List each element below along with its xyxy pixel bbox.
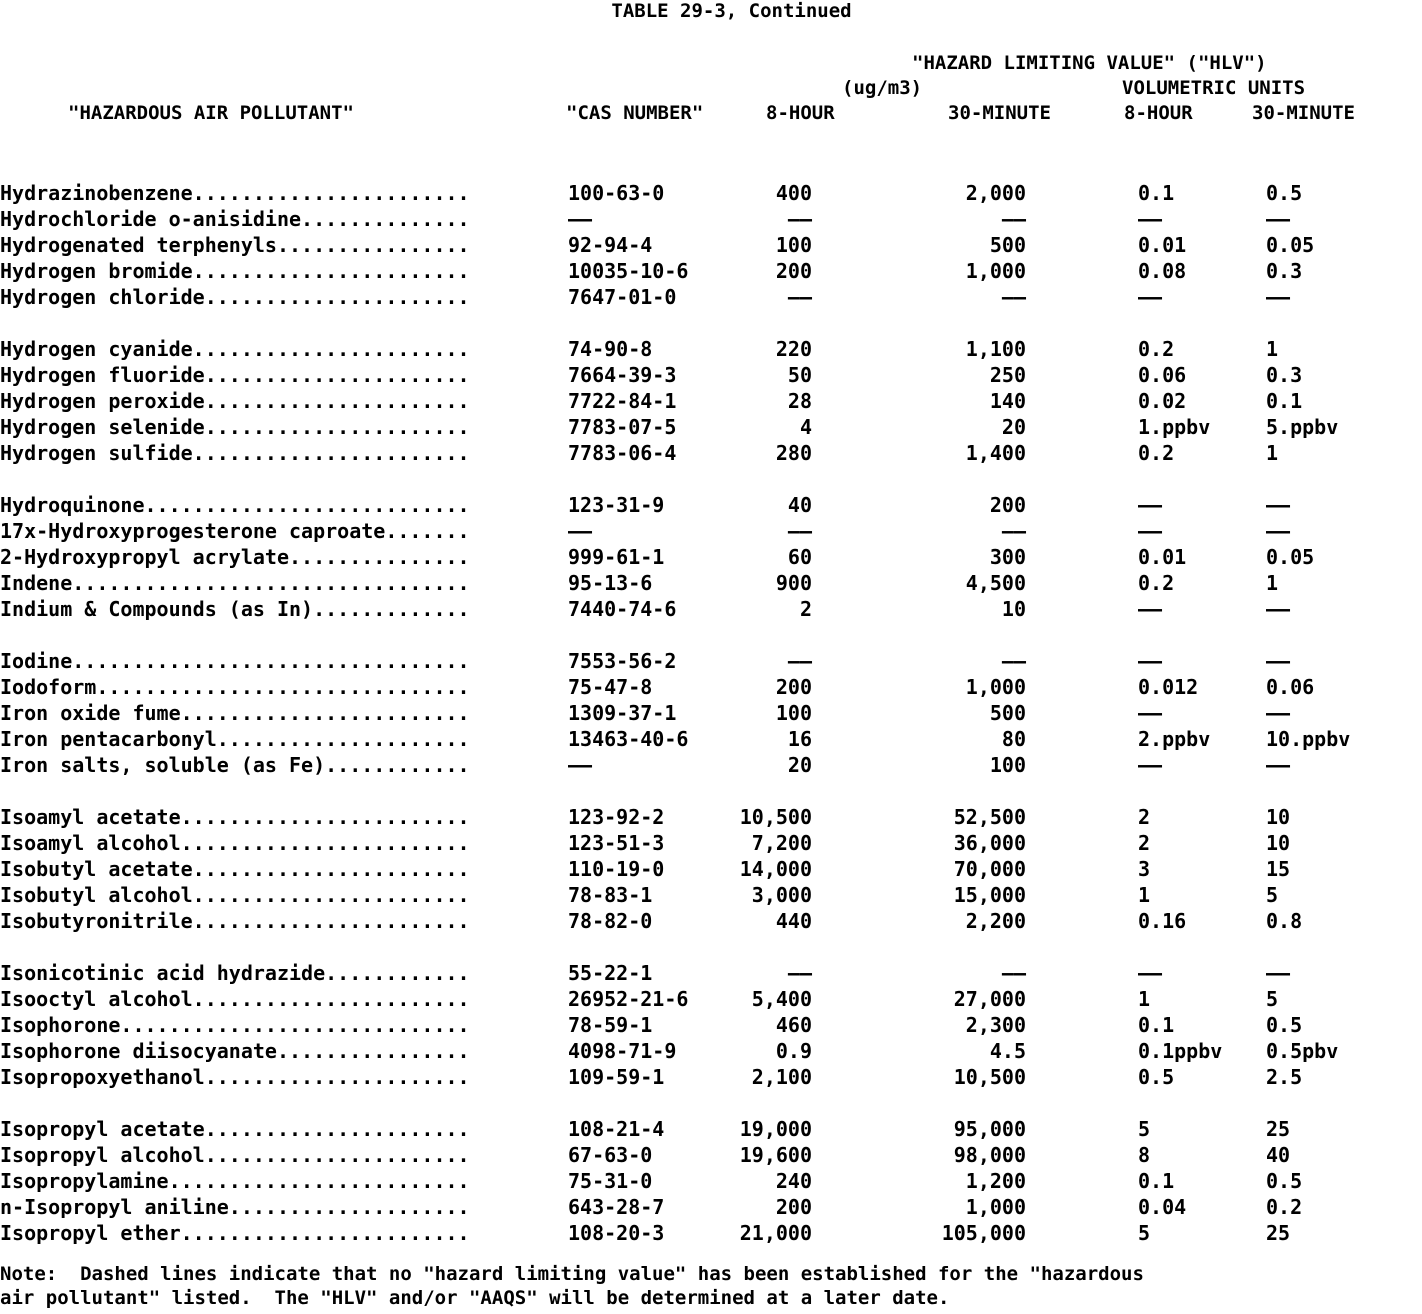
table-row — [0, 1116, 1422, 1142]
hlv-30minute: —— — [1001, 519, 1026, 543]
pollutant-name: Isopropylamine......................... — [0, 1169, 470, 1193]
cas-number: 78-59-1 — [568, 1013, 653, 1037]
vol-30minute: 1 — [1266, 337, 1279, 361]
table-row — [0, 492, 1422, 518]
hlv-8hour: 100 — [775, 701, 812, 725]
hlv-30minute: 80 — [1001, 727, 1026, 751]
header-ugm3: (ug/m3) — [842, 77, 923, 99]
vol-8hour: 1 — [1138, 883, 1151, 907]
hlv-8hour: 400 — [775, 181, 812, 205]
vol-30minute: —— — [1266, 701, 1291, 725]
hlv-30minute: 1,000 — [965, 675, 1026, 699]
vol-30minute: —— — [1266, 753, 1291, 777]
table-row — [0, 258, 1422, 284]
cas-number: 108-20-3 — [568, 1221, 665, 1245]
cas-number: 7783-06-4 — [568, 441, 677, 465]
cas-number: 123-31-9 — [568, 493, 665, 517]
pollutant-name: Isopropyl alcohol...................... — [0, 1143, 470, 1167]
cas-number: 4098-71-9 — [568, 1039, 677, 1063]
vol-30minute: 40 — [1266, 1143, 1291, 1167]
vol-8hour: 0.02 — [1138, 389, 1187, 413]
header-hlv: "HAZARD LIMITING VALUE" ("HLV") — [912, 52, 1267, 74]
hlv-8hour: 16 — [787, 727, 812, 751]
hlv-8hour: 14,000 — [739, 857, 812, 881]
vol-30minute: 0.5 — [1266, 1169, 1303, 1193]
table-row — [0, 1194, 1422, 1220]
hlv-8hour: 5,400 — [751, 987, 812, 1011]
hlv-8hour: 4 — [799, 415, 812, 439]
hlv-30minute: 500 — [989, 233, 1026, 257]
vol-8hour: 8 — [1138, 1143, 1151, 1167]
vol-8hour: 3 — [1138, 857, 1151, 881]
vol-8hour: 2 — [1138, 831, 1151, 855]
cas-number: 95-13-6 — [568, 571, 653, 595]
vol-8hour: —— — [1138, 753, 1163, 777]
vol-30minute: —— — [1266, 519, 1291, 543]
table-row — [0, 362, 1422, 388]
cas-number: 7664-39-3 — [568, 363, 677, 387]
cas-number: 123-92-2 — [568, 805, 665, 829]
hlv-8hour: 7,200 — [751, 831, 812, 855]
table-row — [0, 544, 1422, 570]
hlv-8hour: 19,000 — [739, 1117, 812, 1141]
pollutant-name: Isobutyl alcohol....................... — [0, 883, 470, 907]
table-row — [0, 414, 1422, 440]
header-vol-8hour: 8-HOUR — [1124, 102, 1193, 124]
vol-8hour: 5 — [1138, 1117, 1151, 1141]
cas-number: 7722-84-1 — [568, 389, 677, 413]
pollutant-name: Hydrogen selenide...................... — [0, 415, 470, 439]
hlv-8hour: 28 — [787, 389, 812, 413]
vol-30minute: —— — [1266, 207, 1291, 231]
vol-30minute: 15 — [1266, 857, 1291, 881]
vol-8hour: 0.1 — [1138, 181, 1175, 205]
cas-number: —— — [568, 753, 593, 777]
vol-8hour: 0.012 — [1138, 675, 1199, 699]
vol-30minute: —— — [1266, 649, 1291, 673]
cas-number: 10035-10-6 — [568, 259, 689, 283]
table-row — [0, 440, 1422, 466]
cas-number: 74-90-8 — [568, 337, 653, 361]
vol-8hour: 2 — [1138, 805, 1151, 829]
vol-30minute: 5.ppbv — [1266, 415, 1339, 439]
pollutant-name: Hydrogenated terphenyls................ — [0, 233, 470, 257]
row-group — [0, 336, 1422, 466]
table-row — [0, 232, 1422, 258]
pollutant-name: Hydrogen cyanide....................... — [0, 337, 470, 361]
table-row — [0, 648, 1422, 674]
cas-number: 1309-37-1 — [568, 701, 677, 725]
table-row — [0, 1220, 1422, 1246]
hlv-30minute: 1,000 — [965, 259, 1026, 283]
vol-30minute: 5 — [1266, 987, 1279, 1011]
vol-30minute: 0.3 — [1266, 259, 1303, 283]
vol-8hour: 0.2 — [1138, 441, 1175, 465]
vol-8hour: —— — [1138, 961, 1163, 985]
row-group — [0, 492, 1422, 622]
hlv-8hour: 220 — [775, 337, 812, 361]
hlv-8hour: —— — [787, 649, 812, 673]
table-row — [0, 180, 1422, 206]
vol-8hour: 5 — [1138, 1221, 1151, 1245]
cas-number: 7783-07-5 — [568, 415, 677, 439]
vol-8hour: 0.1 — [1138, 1013, 1175, 1037]
pollutant-name: Isophorone diisocyanate................ — [0, 1039, 470, 1063]
hlv-8hour: 440 — [775, 909, 812, 933]
pollutant-name: Isobutyronitrile....................... — [0, 909, 470, 933]
vol-30minute: 25 — [1266, 1117, 1291, 1141]
vol-8hour: 0.01 — [1138, 545, 1187, 569]
vol-8hour: 0.1ppbv — [1138, 1039, 1223, 1063]
cas-number: 7553-56-2 — [568, 649, 677, 673]
vol-8hour: 2.ppbv — [1138, 727, 1211, 751]
vol-8hour: —— — [1138, 597, 1163, 621]
hlv-8hour: 240 — [775, 1169, 812, 1193]
pollutant-name: Hydrogen bromide....................... — [0, 259, 470, 283]
cas-number: 7440-74-6 — [568, 597, 677, 621]
vol-30minute: 1 — [1266, 571, 1279, 595]
vol-8hour: 0.5 — [1138, 1065, 1175, 1089]
table-row — [0, 830, 1422, 856]
table-row — [0, 882, 1422, 908]
hlv-8hour: 100 — [775, 233, 812, 257]
hlv-8hour: 10,500 — [739, 805, 812, 829]
vol-30minute: 0.8 — [1266, 909, 1303, 933]
hlv-30minute: 10 — [1001, 597, 1026, 621]
pollutant-name: Hydrogen sulfide....................... — [0, 441, 470, 465]
header-volumetric: VOLUMETRIC UNITS — [1122, 77, 1306, 99]
cas-number: 110-19-0 — [568, 857, 665, 881]
table-row — [0, 570, 1422, 596]
cas-number: —— — [568, 207, 593, 231]
header-cas: "CAS NUMBER" — [566, 102, 704, 124]
vol-8hour: 1.ppbv — [1138, 415, 1211, 439]
vol-30minute: —— — [1266, 961, 1291, 985]
hlv-8hour: 40 — [787, 493, 812, 517]
table-row — [0, 206, 1422, 232]
vol-30minute: 0.06 — [1266, 675, 1315, 699]
vol-30minute: 0.5 — [1266, 181, 1303, 205]
cas-number: 100-63-0 — [568, 181, 665, 205]
hlv-8hour: 280 — [775, 441, 812, 465]
vol-8hour: —— — [1138, 207, 1163, 231]
cas-number: 7647-01-0 — [568, 285, 677, 309]
pollutant-name: Iron salts, soluble (as Fe)............ — [0, 753, 470, 777]
vol-8hour: 0.1 — [1138, 1169, 1175, 1193]
hlv-30minute: 4,500 — [965, 571, 1026, 595]
pollutant-name: 17x-Hydroxyprogesterone caproate....... — [0, 519, 470, 543]
cas-number: 123-51-3 — [568, 831, 665, 855]
hlv-30minute: 4.5 — [989, 1039, 1026, 1063]
table-row — [0, 856, 1422, 882]
hlv-30minute: —— — [1001, 285, 1026, 309]
vol-30minute: 25 — [1266, 1221, 1291, 1245]
pollutant-name: Isonicotinic acid hydrazide............ — [0, 961, 470, 985]
cas-number: 78-83-1 — [568, 883, 653, 907]
pollutant-name: Hydrogen fluoride...................... — [0, 363, 470, 387]
hlv-30minute: —— — [1001, 961, 1026, 985]
table-row — [0, 752, 1422, 778]
table-row — [0, 674, 1422, 700]
row-group — [0, 180, 1422, 310]
vol-30minute: 0.3 — [1266, 363, 1303, 387]
vol-8hour: 0.06 — [1138, 363, 1187, 387]
cas-number: 108-21-4 — [568, 1117, 665, 1141]
vol-30minute: 0.05 — [1266, 233, 1315, 257]
vol-30minute: 10 — [1266, 831, 1291, 855]
vol-30minute: 0.05 — [1266, 545, 1315, 569]
cas-number: 109-59-1 — [568, 1065, 665, 1089]
pollutant-name: n-Isopropyl aniline.................... — [0, 1195, 470, 1219]
cas-number: 78-82-0 — [568, 909, 653, 933]
hlv-8hour: 60 — [787, 545, 812, 569]
pollutant-name: Hydrogen chloride...................... — [0, 285, 470, 309]
table-row — [0, 1012, 1422, 1038]
hlv-8hour: 200 — [775, 1195, 812, 1219]
vol-8hour: 0.16 — [1138, 909, 1187, 933]
vol-8hour: —— — [1138, 519, 1163, 543]
hlv-8hour: —— — [787, 961, 812, 985]
cas-number: 92-94-4 — [568, 233, 653, 257]
vol-30minute: 0.1 — [1266, 389, 1303, 413]
vol-8hour: 0.01 — [1138, 233, 1187, 257]
header-pollutant: "HAZARDOUS AIR POLLUTANT" — [68, 102, 354, 124]
table-row — [0, 908, 1422, 934]
pollutant-name: Indium & Compounds (as In)............. — [0, 597, 470, 621]
table-row — [0, 1038, 1422, 1064]
pollutant-name: Isopropyl ether........................ — [0, 1221, 470, 1245]
table-row — [0, 960, 1422, 986]
hlv-30minute: 15,000 — [953, 883, 1026, 907]
vol-30minute: 5 — [1266, 883, 1279, 907]
hlv-8hour: —— — [787, 519, 812, 543]
table-row — [0, 596, 1422, 622]
cas-number: 643-28-7 — [568, 1195, 665, 1219]
hlv-8hour: 21,000 — [739, 1221, 812, 1245]
hlv-8hour: 20 — [787, 753, 812, 777]
cas-number: 75-31-0 — [568, 1169, 653, 1193]
cas-number: 75-47-8 — [568, 675, 653, 699]
pollutant-name: Iron pentacarbonyl..................... — [0, 727, 470, 751]
hlv-30minute: —— — [1001, 649, 1026, 673]
hlv-30minute: 2,000 — [965, 181, 1026, 205]
vol-8hour: 0.2 — [1138, 337, 1175, 361]
pollutant-name: Indene................................. — [0, 571, 470, 595]
hlv-30minute: —— — [1001, 207, 1026, 231]
vol-30minute: 0.2 — [1266, 1195, 1303, 1219]
pollutant-name: Hydroquinone........................... — [0, 493, 470, 517]
cas-number: 13463-40-6 — [568, 727, 689, 751]
pollutant-name: Isopropyl acetate...................... — [0, 1117, 470, 1141]
vol-8hour: 0.08 — [1138, 259, 1187, 283]
hlv-30minute: 2,200 — [965, 909, 1026, 933]
hlv-8hour: 50 — [787, 363, 812, 387]
hlv-30minute: 250 — [989, 363, 1026, 387]
hlv-30minute: 105,000 — [941, 1221, 1026, 1245]
vol-8hour: —— — [1138, 493, 1163, 517]
pollutant-name: Iodoform............................... — [0, 675, 470, 699]
pollutant-name: Hydrogen peroxide...................... — [0, 389, 470, 413]
hlv-30minute: 95,000 — [953, 1117, 1026, 1141]
table-row — [0, 1142, 1422, 1168]
pollutant-name: Hydrazinobenzene....................... — [0, 181, 470, 205]
hlv-8hour: 460 — [775, 1013, 812, 1037]
pollutant-name: Isobutyl acetate....................... — [0, 857, 470, 881]
row-group — [0, 804, 1422, 934]
table-row — [0, 1168, 1422, 1194]
cas-number: 26952-21-6 — [568, 987, 689, 1011]
pollutant-name: Isophorone............................. — [0, 1013, 470, 1037]
vol-8hour: 1 — [1138, 987, 1151, 1011]
vol-30minute: 0.5 — [1266, 1013, 1303, 1037]
cas-number: 67-63-0 — [568, 1143, 653, 1167]
table-row — [0, 726, 1422, 752]
hlv-30minute: 27,000 — [953, 987, 1026, 1011]
hlv-8hour: 19,600 — [739, 1143, 812, 1167]
table-title: TABLE 29-3, Continued — [611, 0, 852, 22]
hlv-30minute: 1,200 — [965, 1169, 1026, 1193]
table-row — [0, 388, 1422, 414]
vol-30minute: 1 — [1266, 441, 1279, 465]
vol-30minute: 10 — [1266, 805, 1291, 829]
table-row — [0, 518, 1422, 544]
row-group — [0, 1116, 1422, 1246]
hlv-30minute: 36,000 — [953, 831, 1026, 855]
hlv-30minute: 140 — [989, 389, 1026, 413]
vol-30minute: 0.5pbv — [1266, 1039, 1339, 1063]
pollutant-name: Isooctyl alcohol....................... — [0, 987, 470, 1011]
vol-30minute: 2.5 — [1266, 1065, 1303, 1089]
vol-8hour: —— — [1138, 649, 1163, 673]
hlv-8hour: 200 — [775, 259, 812, 283]
table-row — [0, 700, 1422, 726]
cas-number: 55-22-1 — [568, 961, 653, 985]
hlv-30minute: 52,500 — [953, 805, 1026, 829]
hlv-8hour: 2 — [799, 597, 812, 621]
pollutant-name: Iodine................................. — [0, 649, 470, 673]
header-vol-30minute: 30-MINUTE — [1252, 102, 1355, 124]
table-row — [0, 1064, 1422, 1090]
hlv-8hour: 200 — [775, 675, 812, 699]
table-row — [0, 804, 1422, 830]
vol-8hour: —— — [1138, 701, 1163, 725]
vol-8hour: 0.2 — [1138, 571, 1175, 595]
vol-30minute: 10.ppbv — [1266, 727, 1351, 751]
hlv-8hour: —— — [787, 285, 812, 309]
hlv-30minute: 200 — [989, 493, 1026, 517]
hlv-8hour: 900 — [775, 571, 812, 595]
vol-30minute: —— — [1266, 597, 1291, 621]
vol-8hour: —— — [1138, 285, 1163, 309]
pollutant-name: Hydrochloride o-anisidine.............. — [0, 207, 470, 231]
pollutant-name: Isoamyl alcohol........................ — [0, 831, 470, 855]
row-group — [0, 960, 1422, 1090]
hlv-30minute: 98,000 — [953, 1143, 1026, 1167]
pollutant-name: 2-Hydroxypropyl acrylate............... — [0, 545, 470, 569]
header-30minute: 30-MINUTE — [948, 102, 1051, 124]
hlv-30minute: 10,500 — [953, 1065, 1026, 1089]
pollutant-name: Iron oxide fume........................ — [0, 701, 470, 725]
hlv-30minute: 1,400 — [965, 441, 1026, 465]
hlv-8hour: 0.9 — [775, 1039, 812, 1063]
table-row — [0, 986, 1422, 1012]
hlv-30minute: 1,000 — [965, 1195, 1026, 1219]
table-row — [0, 284, 1422, 310]
hlv-30minute: 2,300 — [965, 1013, 1026, 1037]
hlv-30minute: 500 — [989, 701, 1026, 725]
vol-30minute: —— — [1266, 285, 1291, 309]
hlv-30minute: 100 — [989, 753, 1026, 777]
vol-30minute: —— — [1266, 493, 1291, 517]
cas-number: —— — [568, 519, 593, 543]
row-group — [0, 648, 1422, 778]
cas-number: 999-61-1 — [568, 545, 665, 569]
hlv-30minute: 70,000 — [953, 857, 1026, 881]
hlv-8hour: 3,000 — [751, 883, 812, 907]
hlv-8hour: —— — [787, 207, 812, 231]
table-body — [0, 180, 1422, 1272]
hlv-30minute: 20 — [1001, 415, 1026, 439]
hlv-30minute: 300 — [989, 545, 1026, 569]
hlv-8hour: 2,100 — [751, 1065, 812, 1089]
pollutant-name: Isopropoxyethanol...................... — [0, 1065, 470, 1089]
header-8hour: 8-HOUR — [766, 102, 835, 124]
table-row — [0, 336, 1422, 362]
hlv-30minute: 1,100 — [965, 337, 1026, 361]
vol-8hour: 0.04 — [1138, 1195, 1187, 1219]
footnote: Note: Dashed lines indicate that no "hazard limiting value" has been established for the "hazardous air pollutant" listed. The "HLV" and/or "AAQS" will be determined at a later date. — [0, 1263, 1144, 1309]
pollutant-name: Isoamyl acetate........................ — [0, 805, 470, 829]
